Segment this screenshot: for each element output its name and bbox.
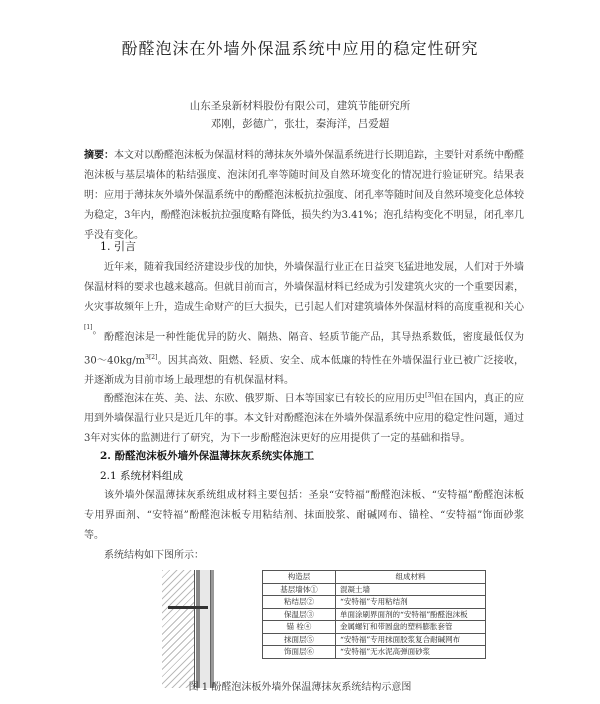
insulation-layer-strip [200, 570, 211, 688]
section-1-heading: 1. 引言 [100, 240, 136, 253]
legend-header-row [263, 571, 486, 584]
legend-row [263, 583, 486, 596]
legend-header-layer: 构造层 [263, 571, 336, 584]
paragraph-4: 该外墙外保温薄抹灰系统组成材料主要包括：圣泉“安特福”酚醛泡沫板、“安特福”酚醛泡沫板专用界面剂、“安特福”酚醛泡沫板专用粘结剂、抹面胶浆、耐碱网布、锚栓、“安特福”饰面砂浆等。 [84, 490, 524, 541]
paragraph-1-end: 。 [92, 325, 103, 337]
structure-legend-table [262, 570, 486, 659]
legend-header-material: 组成材料 [336, 571, 486, 584]
legend-material: “安特福”专用抹面胶浆复合耐碱网布 [336, 633, 486, 646]
affiliation: 山东圣泉新材料股份有限公司，建筑节能研究所 [189, 100, 411, 112]
paragraph-2-text-b: 。因其高效、阻燃、轻质、安全、成本低廉的特性在外墙保温行业已被广泛接收，并逐渐成为目前市场上最理想的有机保温材料。 [84, 355, 525, 387]
abstract [84, 146, 524, 246]
authors: 邓刚，彭德广，张壮，秦海洋，吕爱超 [210, 118, 390, 130]
legend-layer: 抹面层⑤ [263, 633, 336, 646]
legend-row [263, 621, 486, 634]
figure-1 [156, 570, 468, 690]
paragraph-3-text-b: 但在国内，真正的应用到外墙保温行业只是近几年的事。本文针对酚醛泡沫在外墙外保温系统中应用的稳定性问题，通过3年对实体的监测进行了研究，为下一步酚醛泡沫更好的应用提供了一定的基础和指导。 [84, 393, 525, 445]
legend-layer: 保温层③ [263, 608, 336, 621]
legend-row [263, 646, 486, 659]
paragraph-3 [84, 386, 524, 449]
paragraph-3-text-a: 酚醛泡沫在英、美、法、东欧、俄罗斯、日本等国家已有较长的应用历史 [104, 393, 426, 405]
anchor-drawing [168, 606, 208, 609]
legend-layer: 饰面层⑥ [263, 646, 336, 659]
abstract-label: 摘要： [84, 150, 114, 161]
legend-material: 金属螺钉和带圆盘的塑料膨胀套管 [336, 621, 486, 634]
section-2-1-heading: 2.1 系统材料组成 [100, 470, 184, 482]
legend-material: “安特福”无水泥高弹面砂浆 [336, 646, 486, 659]
base-wall-drawing [162, 570, 195, 688]
legend-row [263, 633, 486, 646]
section-2-heading: 2. 酚醛泡沫板外墙外保温薄抹灰系统实体施工 [100, 450, 315, 462]
legend-row [263, 596, 486, 609]
legend-material: “安特福”专用粘结剂 [336, 596, 486, 609]
layers-drawing [196, 570, 216, 688]
ref-2: 3[2] [145, 354, 158, 361]
paragraph-2 [84, 328, 524, 391]
ref-3: [3] [425, 392, 434, 399]
legend-layer: 锚 栓④ [263, 621, 336, 634]
legend-row [263, 608, 486, 621]
figure-1-caption: 图 1 酚醛泡沫板外墙外保温薄抹灰系统结构示意图 [188, 682, 412, 693]
paper-title: 酚醛泡沫在外墙外保温系统中应用的稳定性研究 [121, 39, 479, 58]
abstract-text: 本文对以酚醛泡沫板为保温材料的薄抹灰外墙外保温系统进行长期追踪，主要针对系统中酚醛泡沫板与基层墙体的粘结强度、泡沫闭孔率等随时间及自然环境变化的情况进行验证研究。结果表明：应用于薄抹灰外墙外保温系统中的酚醛泡沫板抗拉强度、闭孔率等随时间及自然环境变化总体较为稳定，3年内，酚醛泡沫板抗拉强度略有降低，损失约为3.41%；泡孔结构变化不明显，闭孔率几乎没有变化。 [84, 150, 524, 241]
legend-layer: 粘结层② [263, 596, 336, 609]
legend-material: 单面涂刷界面剂的“安特福”酚醛泡沫板 [336, 608, 486, 621]
legend-material: 混凝土墙 [336, 583, 486, 596]
legend-layer: 基层墙体① [263, 583, 336, 596]
render-layer-strip [211, 570, 214, 688]
paragraph-5: 系统结构如下图所示： [104, 550, 204, 561]
paragraph-1-text: 近年来，随着我国经济建设步伐的加快，外墙保温行业正在日益突飞猛进地发展，人们对于外墙保温材料的要求也越来越高。但就目前而言，外墙保温材料已经成为引发建筑火灾的一个重要因素，火灾事故频年上升，造成生命财产的巨大损失，已引起人们对建筑墙体外保温材料的高度重视和关心 [84, 262, 524, 313]
ref-1: [1] [84, 324, 93, 331]
paragraph-2-text-a: 酚醛泡沫是一种性能优异的防火、隔热、隔音、轻质节能产品，其导热系数低，密度最低仅为30～40kg/m [84, 332, 524, 367]
